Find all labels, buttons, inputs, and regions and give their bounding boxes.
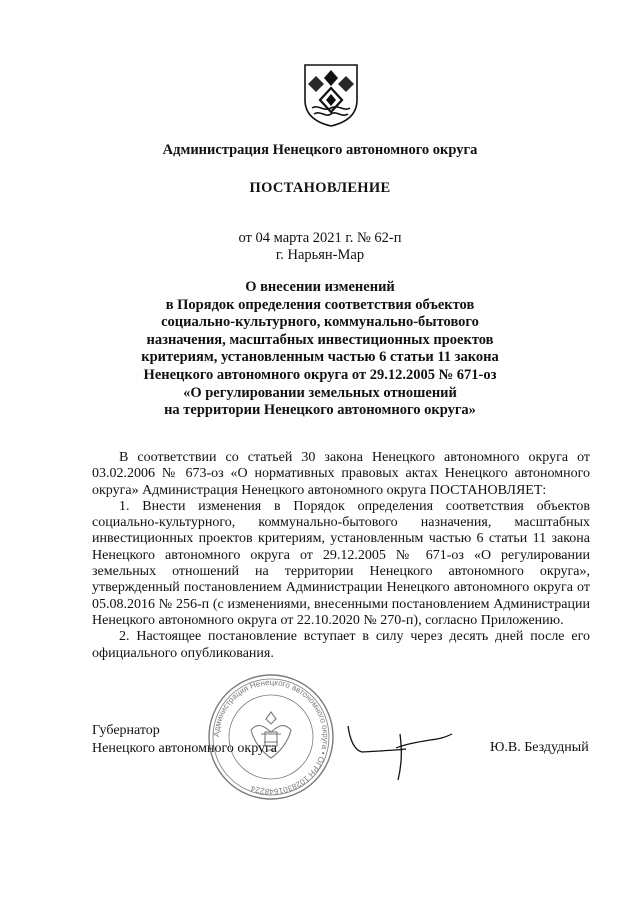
paragraph-item-2: 2. Настоящее постановление вступает в силу через десять дней после его официального опубликования. bbox=[92, 629, 590, 661]
coat-of-arms-emblem-icon bbox=[302, 62, 360, 128]
signatory-position bbox=[92, 722, 277, 758]
title-line: Ненецкого автономного округа от 29.12.2005 № 671-оз bbox=[143, 366, 497, 383]
document-date-number: от 04 марта 2021 г. № 62-п bbox=[238, 230, 402, 246]
organization-name: Администрация Ненецкого автономного округа bbox=[162, 142, 478, 158]
document-body bbox=[92, 450, 590, 662]
document-title bbox=[0, 279, 640, 420]
title-line: на территории Ненецкого автономного округа» bbox=[164, 402, 476, 419]
signatory-organization: Ненецкого автономного округа bbox=[92, 741, 277, 756]
document-city: г. Нарьян-Мар bbox=[275, 247, 365, 263]
document-type: ПОСТАНОВЛЕНИЕ bbox=[249, 180, 391, 196]
date-block bbox=[0, 230, 640, 264]
title-line: социально-культурного, коммунально-бытового bbox=[161, 314, 479, 331]
title-line: в Порядок определения соответствия объектов bbox=[165, 296, 475, 313]
title-line: О внесении изменений bbox=[245, 279, 395, 295]
title-line: «О регулировании земельных отношений bbox=[183, 384, 457, 401]
title-line: критериям, установленным частью 6 статьи 11 закона bbox=[141, 349, 499, 366]
title-line: назначения, масштабных инвестиционных проектов bbox=[146, 331, 494, 348]
seal-text: Администрация Ненецкого автономного округа • ОГРН 1028301648224 bbox=[211, 677, 331, 797]
handwritten-signature bbox=[340, 720, 460, 790]
signatory-title: Губернатор bbox=[92, 723, 160, 738]
signatory-name: Ю.В. Бездудный bbox=[490, 740, 589, 755]
paragraph-preamble: В соответствии со статьей 30 закона Ненецкого автономного округа от 03.02.2006 № 673-оз «О нормативных правовых актах Ненецкого автономного округа» Администрация Ненецкого автономного округа ПОСТАНОВЛЯЕТ: bbox=[92, 450, 590, 498]
paragraph-item-1: 1. Внести изменения в Порядок определения соответствия объектов социально-культурного, коммунально-бытового назначения, масштабных инвестиционных проектов критериям, установленным частью 6 статьи 11 закона Ненецкого автономного округа от 29.12.2005 № 671-оз «О регулировании земельных отношений на территории Ненецкого автономного округа», утвержденный постановлением Администрации Ненецкого автономного округа от 05.08.2016 № 256-п (с изменениями, внесенными постановлением Администрации Ненецкого автономного округа от 22.10.2020 № 270-п), согласно Приложению. bbox=[92, 498, 590, 628]
